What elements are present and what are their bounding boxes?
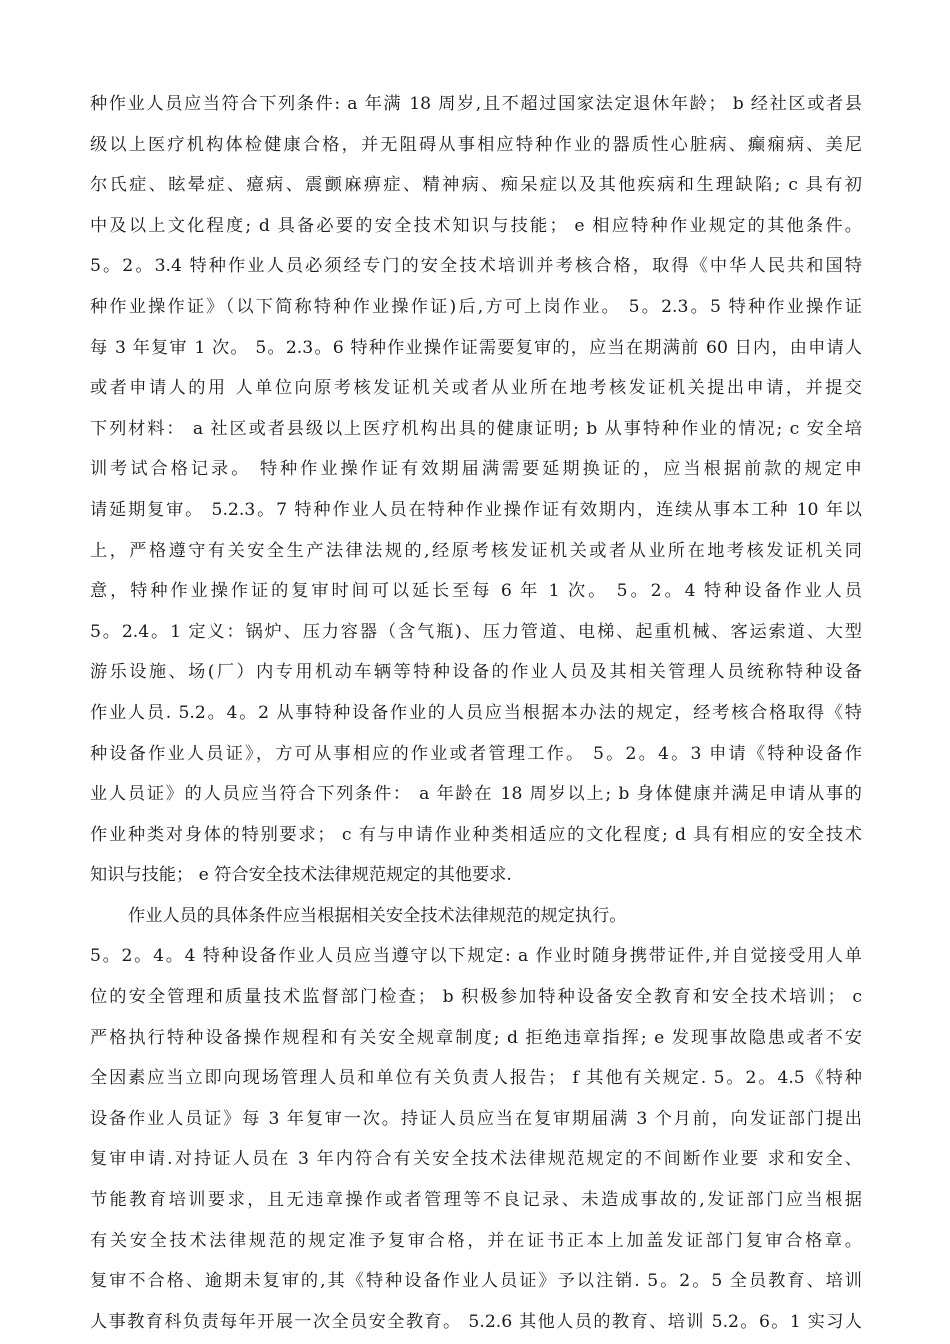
text-line-25: 全因素应当立即向现场管理人员和单位有关负责人报告； f 其他有关规定. 5。2。4.5《特种 xyxy=(90,1068,862,1089)
text-line-15: 游乐设施、场(厂）内专用机动车辆等特种设备的作业人员及其相关管理人员统称特种设备 xyxy=(90,662,862,683)
text-line-5: 5。2。3.4 特种作业人员必须经专门的安全技术培训并考核合格，取得《中华人民共和国特 xyxy=(90,256,862,277)
text-line-30: 复审不合格、逾期未复审的,其《特种设备作业人员证》予以注销. 5。2。5 全员教育、培训 xyxy=(90,1271,862,1292)
text-line-22: 5。2。4。4 特种设备作业人员应当遵守以下规定: a 作业时随身携带证件,并自觉接受用人单 xyxy=(90,946,862,967)
text-line-28: 节能教育培训要求，且无违章操作或者管理等不良记录、未造成事故的,发证部门应当根据 xyxy=(90,1190,862,1211)
text-line-9: 下列材料： a 社区或者县级以上医疗机构出具的健康证明; b 从事特种作业的情况; c 安全培 xyxy=(90,418,862,439)
text-line-7: 每 3 年复审 1 次。 5。2.3。6 特种作业操作证需要复审的，应当在期满前 60 日内，由申请人 xyxy=(90,337,862,358)
text-line-21: 作业人员的具体条件应当根据相关安全技术法律规范的规定执行。 xyxy=(128,905,627,926)
text-line-19: 作业种类对身体的特别要求； c 有与申请作业种类相适应的文化程度; d 具有相应的安全技术 xyxy=(90,824,862,845)
text-line-12: 上，严格遵守有关安全生产法律法规的,经原考核发证机关或者从业所在地考核发证机关同 xyxy=(90,540,862,561)
text-line-26: 设备作业人员证》每 3 年复审一次。持证人员应当在复审期届满 3 个月前，向发证部门提出 xyxy=(90,1108,862,1129)
text-line-11: 请延期复审。 5.2.3。7 特种作业人员在特种作业操作证有效期内，连续从事本工种 10 年以 xyxy=(90,499,862,520)
text-line-4: 中及以上文化程度; d 具备必要的安全技术知识与技能； e 相应特种作业规定的其他条件。 xyxy=(90,215,862,236)
text-line-31: 人事教育科负责每年开展一次全员安全教育。 5.2.6 其他人员的教育、培训 5.2。6。1 实习人 xyxy=(90,1311,862,1332)
text-line-29: 有关安全技术法律规范的规定准予复审合格，并在证书正本上加盖发证部门复审合格章。 xyxy=(90,1230,862,1251)
text-line-2: 级以上医疗机构体检健康合格，并无阻碍从事相应特种作业的器质性心脏病、癫痫病、美尼 xyxy=(90,134,862,155)
document-body xyxy=(90,84,862,1342)
text-line-14: 5。2.4。1 定义：锅炉、压力容器（含气瓶)、压力管道、电梯、起重机械、客运索道、大型 xyxy=(90,621,862,642)
text-line-16: 作业人员. 5.2。4。2 从事特种设备作业的人员应当根据本办法的规定，经考核合格取得《特 xyxy=(90,702,862,723)
text-line-6: 种作业操作证》（以下简称特种作业操作证)后,方可上岗作业。 5。2.3。5 特种作业操作证 xyxy=(90,296,862,317)
text-line-27: 复审申请.对持证人员在 3 年内符合有关安全技术法律规范规定的不间断作业要 求和安全、 xyxy=(90,1149,862,1170)
text-line-3: 尔氏症、眩晕症、癔病、震颤麻痹症、精神病、痴呆症以及其他疾病和生理缺陷; c 具有初 xyxy=(90,175,862,196)
text-line-1: 种作业人员应当符合下列条件: a 年满 18 周岁,且不超过国家法定退休年龄； b 经社区或者县 xyxy=(90,94,862,114)
text-line-17: 种设备作业人员证》，方可从事相应的作业或者管理工作。 5。2。4。3 申请《特种设备作 xyxy=(90,743,862,764)
text-line-18: 业人员证》的人员应当符合下列条件： a 年龄在 18 周岁以上; b 身体健康并满足申请从事的 xyxy=(90,784,862,805)
text-line-10: 训考试合格记录。 特种作业操作证有效期届满需要延期换证的，应当根据前款的规定申 xyxy=(90,459,862,480)
text-line-24: 严格执行特种设备操作规程和有关安全规章制度; d 拒绝违章指挥; e 发现事故隐患或者不安 xyxy=(90,1027,862,1048)
text-line-23: 位的安全管理和质量技术监督部门检查； b 积极参加特种设备安全教育和安全技术培训； c xyxy=(90,987,862,1008)
text-line-13: 意，特种作业操作证的复审时间可以延长至每 6 年 1 次。 5。2。4 特种设备作业人员 xyxy=(90,581,862,602)
text-line-8: 或者申请人的用 人单位向原考核发证机关或者从业所在地考核发证机关提出申请，并提交 xyxy=(90,378,862,399)
text-line-20: 知识与技能； e 符合安全技术法律规范规定的其他要求. xyxy=(90,865,512,886)
